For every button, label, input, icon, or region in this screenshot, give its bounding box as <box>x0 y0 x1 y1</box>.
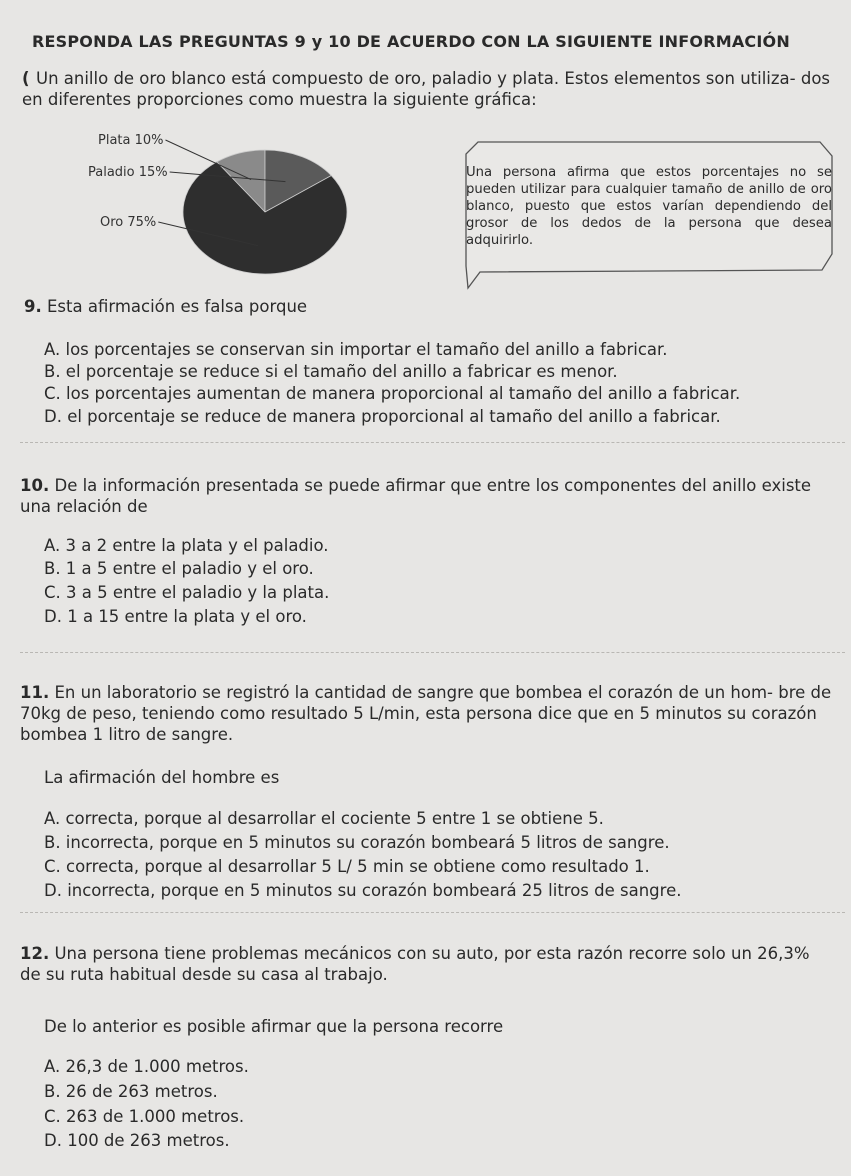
question-9-text: Esta afirmación es falsa porque <box>47 297 308 316</box>
intro-bullet: ( <box>22 69 30 88</box>
question-12-sub: De lo anterior es posible afirmar que la persona recorre <box>44 1017 504 1036</box>
q9-option-b[interactable]: B. el porcentaje se reduce si el tamaño del anillo a fabricar es menor. <box>44 362 618 381</box>
q11-option-d[interactable]: D. incorrecta, porque en 5 minutos su corazón bombeará 25 litros de sangre. <box>44 881 682 900</box>
question-10-number: 10. <box>20 476 50 495</box>
q10-option-a[interactable]: A. 3 a 2 entre la plata y el paladio. <box>44 536 329 555</box>
question-11-number: 11. <box>20 683 50 702</box>
question-10-text: De la información presentada se puede afirmar que entre los componentes del anillo existe una relación de <box>20 476 812 516</box>
separator <box>20 912 845 913</box>
question-12-number: 12. <box>20 944 50 963</box>
q10-option-c[interactable]: C. 3 a 5 entre el paladio y la plata. <box>44 583 330 602</box>
question-11-sub: La afirmación del hombre es <box>44 768 280 787</box>
q12-option-b[interactable]: B. 26 de 263 metros. <box>44 1082 218 1101</box>
separator <box>20 442 845 443</box>
q10-option-d[interactable]: D. 1 a 15 entre la plata y el oro. <box>44 607 307 626</box>
separator <box>20 652 845 653</box>
question-9-number: 9. <box>24 297 42 316</box>
question-11-text: En un laboratorio se registró la cantidad de sangre que bombea el corazón de un hom- bre de 70kg de peso, teniendo como resultado 5 L/min, esta persona dice que en 5 minutos su corazón bombea 1 litro de sangre. <box>20 683 832 744</box>
q11-option-b[interactable]: B. incorrecta, porque en 5 minutos su corazón bombeará 5 litros de sangre. <box>44 833 670 852</box>
q9-option-c[interactable]: C. los porcentajes aumentan de manera proporcional al tamaño del anillo a fabricar. <box>44 384 741 403</box>
q10-option-b[interactable]: B. 1 a 5 entre el paladio y el oro. <box>44 559 314 578</box>
q12-option-d[interactable]: D. 100 de 263 metros. <box>44 1131 230 1150</box>
pie-label-oro: Oro 75% <box>100 215 157 230</box>
callout-text: Una persona afirma que estos porcentajes no se pueden utilizar para cualquier tamaño de anillo de oro blanco, puesto que estos varían dependiendo del grosor de los dedos de la persona que desea adquirirlo. <box>466 165 832 248</box>
question-12-text: Una persona tiene problemas mecánicos con su auto, por esta razón recorre solo un 26,3% de su ruta habitual desde su casa al trabajo. <box>20 944 810 984</box>
question-11-stem <box>20 682 832 745</box>
q9-option-a[interactable]: A. los porcentajes se conservan sin importar el tamaño del anillo a fabricar. <box>44 340 668 359</box>
section-title: RESPONDA LAS PREGUNTAS 9 y 10 DE ACUERDO CON LA SIGUIENTE INFORMACIÓN <box>32 32 790 51</box>
q9-option-d[interactable]: D. el porcentaje se reduce de manera proporcional al tamaño del anillo a fabricar. <box>44 407 721 426</box>
question-10-stem <box>20 475 832 517</box>
pie-label-paladio: Paladio 15% <box>88 165 168 180</box>
q12-option-a[interactable]: A. 26,3 de 1.000 metros. <box>44 1057 249 1076</box>
question-12-stem <box>20 943 832 985</box>
q11-option-c[interactable]: C. correcta, porque al desarrollar 5 L/ 5 min se obtiene como resultado 1. <box>44 857 650 876</box>
intro-text: Un anillo de oro blanco está compuesto de oro, paladio y plata. Estos elementos son utiliza- dos en diferentes proporciones como muestra la siguiente gráfica: <box>22 69 831 109</box>
pie-chart <box>60 130 460 290</box>
question-9-stem <box>24 296 834 317</box>
q12-option-c[interactable]: C. 263 de 1.000 metros. <box>44 1107 245 1126</box>
intro-paragraph <box>22 68 837 110</box>
pie-label-plata: Plata 10% <box>98 133 164 148</box>
q11-option-a[interactable]: A. correcta, porque al desarrollar el cociente 5 entre 1 se obtiene 5. <box>44 809 604 828</box>
